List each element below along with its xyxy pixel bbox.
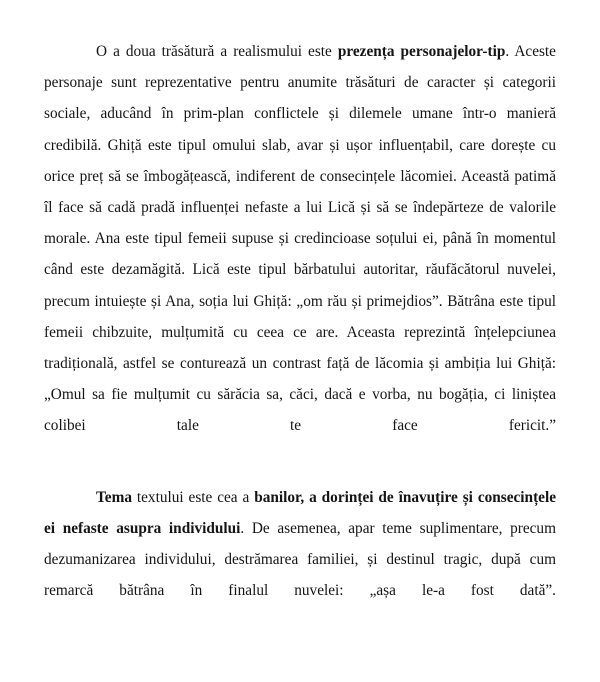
document-body bbox=[44, 36, 556, 638]
text-run: . De asemenea, apar teme suplimentare, precum dezumanizarea individului, destrămarea familiei, și destinul tragic, după cum remarcă bătrâna în finalul nuvelei: „așa le-a fost dată”. bbox=[44, 520, 556, 600]
document-paragraph bbox=[44, 36, 556, 473]
text-run: O a doua trăsătură a realismului este bbox=[96, 43, 338, 60]
emphasized-text-run: Tema bbox=[96, 488, 132, 506]
emphasized-text-run: banilor, a dorinței de înavuțire și consecințele ei nefaste asupra individului bbox=[44, 488, 556, 538]
text-run: . Aceste personaje sunt reprezentative pentru anumite trăsături de caracter și categorii sociale, aducând în prim-plan conflictele și dilemele umane într-o manieră credibilă. Ghiță este tipul omului slab, avar și ușor influențabil, care dorește cu orice preț să se îmbogățească, indiferent de consecințele lăcomiei. Această patimă îl face să cadă pradă influenței nefaste a lui Lică și să se îndepărteze de valorile morale. Ana este tipul femeii supuse și credincioase soțului ei, până în momentul când este dezamăgită. Lică este tipul bărbatului autoritar, răufăcătorul nuvelei, precum intuiește și Ana, soția lui Ghiță: „om rău și primejdios”. Bătrâna este tipul femeii chibzuite, mulțumită cu ceea ce are. Aceasta reprezintă înțelepciunea tradițională, astfel se conturează un contrast față de lăcomia și ambiția lui Ghiță: „Omul sa fie mulțumit cu sărăcia sa, căci, dacă e vorba, nu bogăția, ci liniștea colibei tale te face fericit.” bbox=[44, 43, 556, 435]
emphasized-text-run: prezența personajelor-tip bbox=[337, 43, 506, 60]
document-paragraph bbox=[44, 482, 556, 638]
text-run: textului este cea a bbox=[131, 488, 255, 506]
